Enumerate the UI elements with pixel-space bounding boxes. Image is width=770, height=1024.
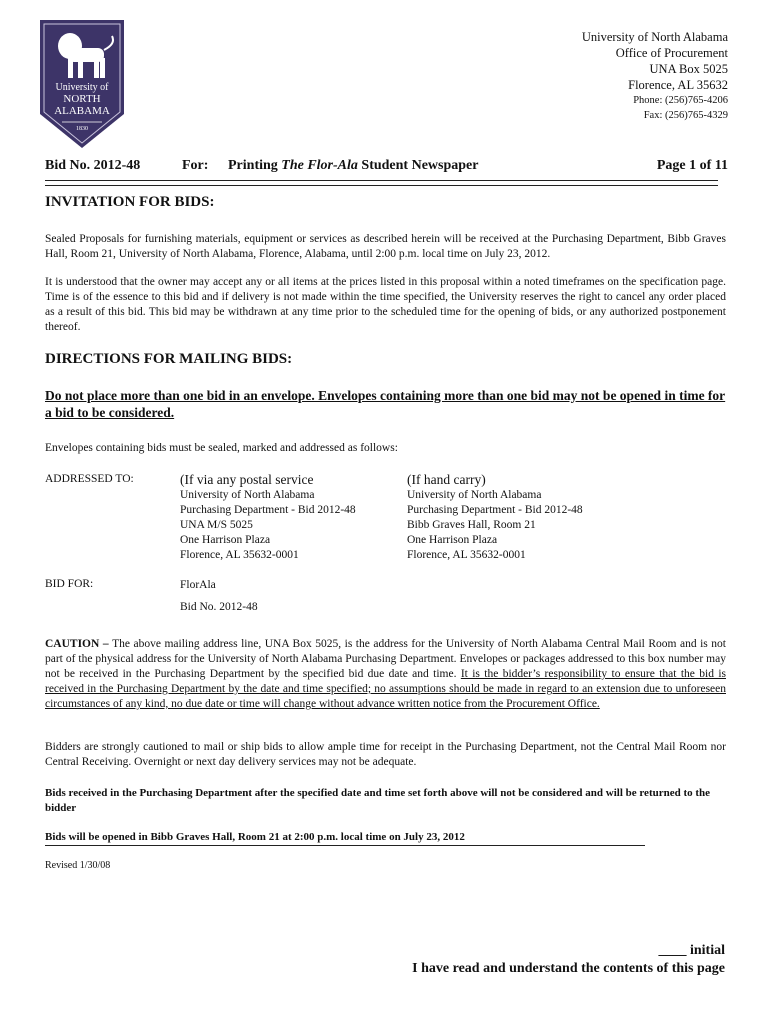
one-bid-warning: Do not place more than one bid in an envelope. Envelopes containing more than one bid may not be opened in time for a bid to be considered. (45, 388, 726, 420)
address-line: UNA Box 5025 (649, 62, 728, 76)
postal-address-line: Purchasing Department - Bid 2012-48 (180, 504, 356, 516)
postal-address-block (180, 472, 356, 563)
bid-for-number: Bid No. 2012-48 (180, 601, 258, 613)
envelope-instructions: Envelopes containing bids must be sealed, marked and addressed as follows: (45, 442, 398, 454)
bidders-caution-paragraph: Bidders are strongly cautioned to mail or ship bids to allow ample time for receipt in the Purchasing Department, not the Central Mail Room nor Central Receiving. Overnight or next day delivery services may not be adequate. (45, 741, 726, 768)
invitation-paragraph-2: It is understood that the owner may accept any or all items at the prices listed in this proposal within a noted timeframes on the specification page. Time is of the essence to this bid and if delivery is not made within the time specified, the University reserves the right to cancel any order placed as a result of this bid. This bid may be withdrawn at any time prior to the scheduled time for the opening of bids, or any authorized postponement thereof. (45, 276, 726, 333)
acknowledgement-statement: I have read and understand the contents of this page (412, 961, 725, 976)
postal-address-line: One Harrison Plaza (180, 534, 271, 546)
bid-opening-notice: Bids will be opened in Bibb Graves Hall, Room 21 at 2:00 p.m. local time on July 23, 2012 (45, 831, 645, 846)
caution-paragraph: CAUTION – The above mailing address line, UNA Box 5025, is the address for the University of North Alabama Central Mail Room and is not part of the physical address for the University of North Alabama Purchasing Department. Envelopes or packages addressed to this box number may not be received in the Purchasing Department by the specified bid due date and time. It is the bidder’s responsibility to ensure that the bid is received in the Purchasing Department by the date and time specified; no assumptions should be made in regard to an extension due to unforeseen circumstances of any kind, no due date or time will change without advance written notice from the Procurement Office. (45, 638, 726, 710)
postal-address-line: University of North Alabama (180, 489, 315, 501)
late-bids-notice: Bids received in the Purchasing Department after the specified date and time set forth above will not be considered and will be returned to the bidder (45, 787, 711, 814)
hand-address-line: Bibb Graves Hall, Room 21 (407, 519, 536, 531)
address-line: Florence, AL 35632 (628, 78, 728, 92)
addressed-to-label: ADDRESSED TO: (45, 473, 134, 485)
hand-address-line: University of North Alabama (407, 489, 542, 501)
project-title: Printing The Flor-Ala Student Newspaper (228, 158, 479, 173)
page-number: Page 1 of 11 (656, 158, 728, 173)
revision-date: Revised 1/30/08 (45, 860, 111, 871)
initial-blank[interactable]: ____ (658, 943, 687, 958)
invitation-heading: INVITATION FOR BIDS: (45, 194, 215, 210)
phone-number: Phone: (256)765-4206 (633, 95, 728, 106)
bid-for-label: BID FOR: (45, 578, 94, 590)
mailing-heading: DIRECTIONS FOR MAILING BIDS: (45, 351, 293, 367)
initial-acknowledgement (412, 942, 725, 978)
svg-text:1830: 1830 (76, 126, 88, 132)
svg-text:University of: University of (55, 82, 109, 93)
double-rule-divider (45, 180, 718, 186)
for-label: For: (182, 158, 209, 173)
hand-address-line: Florence, AL 35632-0001 (407, 549, 526, 561)
postal-address-line: UNA M/S 5025 (180, 519, 253, 531)
svg-text:ALABAMA: ALABAMA (54, 105, 110, 117)
hand-address-line: Purchasing Department - Bid 2012-48 (407, 504, 583, 516)
office-address (582, 29, 728, 123)
bid-for-value: FlorAla (180, 579, 216, 591)
hand-carry-heading: (If hand carry) (407, 472, 486, 487)
bid-number: Bid No. 2012-48 (45, 158, 141, 173)
initial-line: ____ initial (658, 943, 725, 958)
hand-carry-address-block (407, 472, 583, 563)
university-logo (38, 18, 126, 150)
svg-text:NORTH: NORTH (63, 93, 101, 105)
address-line: Office of Procurement (615, 46, 728, 60)
postal-heading: (If via any postal service (180, 472, 314, 487)
bid-header-line (45, 158, 728, 178)
fax-number: Fax: (256)765-4329 (643, 110, 728, 121)
postal-address-line: Florence, AL 35632-0001 (180, 549, 299, 561)
hand-address-line: One Harrison Plaza (407, 534, 498, 546)
address-line: University of North Alabama (581, 30, 728, 44)
invitation-paragraph-1: Sealed Proposals for furnishing materials, equipment or services as described herein will be received at the Purchasing Department, Bibb Graves Hall, Room 21, University of North Alabama, Florence, Alabama, until 2:00 p.m. local time on July 23, 2012. (45, 233, 726, 260)
